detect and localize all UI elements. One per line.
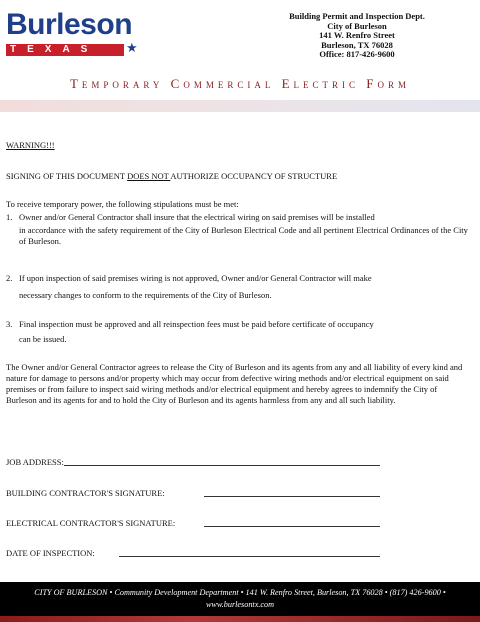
electrical-contractor-signature-label: ELECTRICAL CONTRACTOR'S SIGNATURE: — [6, 518, 176, 528]
page-footer — [0, 582, 480, 616]
notice-text-after: AUTHORIZE OCCUPANCY OF STRUCTURE — [170, 171, 338, 181]
burleson-logo — [6, 8, 156, 56]
logo-texas: TEXAS — [10, 44, 99, 55]
job-address-line[interactable] — [64, 465, 380, 466]
form-title: Temporary Commercial Electric Form — [69, 76, 411, 91]
item-text: Final inspection must be approved and all reinspection fees must be paid before certificate of occupancy — [19, 319, 374, 329]
stipulation-item — [6, 273, 472, 301]
footer-stripe — [0, 616, 480, 622]
footer-website: www.burlesontx.com — [205, 600, 275, 609]
dept-street: 141 W. Renfro Street — [319, 30, 395, 40]
item-number: 3. — [6, 319, 13, 329]
job-address-label: JOB ADDRESS: — [6, 457, 64, 467]
item-text: If upon inspection of said premises wiring is not approved, Owner and/or General Contractor will make — [19, 273, 372, 283]
item-continuation: can be issued. — [19, 334, 67, 344]
electrical-contractor-signature-line[interactable] — [204, 526, 380, 527]
building-contractor-signature-line[interactable] — [204, 496, 380, 497]
footer-address: CITY OF BURLESON • Community Development Department • 141 W. Renfro Street, Burleson, TX 76028 • (817) 426-9600 • — [34, 588, 446, 597]
star-icon: ★ — [126, 41, 138, 56]
item-number: 2. — [6, 273, 13, 283]
notice-emphasis: DOES NOT — [127, 171, 171, 181]
item-continuation: in accordance with the safety requirement of the City of Burleson Electrical Code and all pertinent Electrical Ordinances of the City of Burleson. — [19, 225, 468, 246]
dept-city: City of Burleson — [327, 20, 387, 31]
stipulation-item — [6, 212, 472, 247]
title-divider — [0, 100, 480, 112]
liability-release: The Owner and/or General Contractor agrees to release the City of Burleson and its agents from any and all liability of every kind and nature for damage to persons and/or property which may occur from defective wiring methods and/or electrical equipment on said premises or from failure to inspect said wiring methods and/or electrical equipment and hereby agrees to indemnify the City of Burleson and its agents for and to hold the City of Burleson and its agents harmless from any and all such liability. — [6, 362, 463, 405]
stipulations-intro: To receive temporary power, the following stipulations must be met: — [6, 199, 239, 209]
item-text: Owner and/or General Contractor shall insure that the electrical wiring on said premises will be installed — [19, 212, 375, 222]
dept-phone: Office: 817-426-9600 — [319, 49, 395, 59]
warning-heading: WARNING!!! — [6, 140, 55, 150]
stipulation-item — [6, 319, 472, 345]
occupancy-notice — [6, 171, 337, 181]
building-contractor-signature-label: BUILDING CONTRACTOR'S SIGNATURE: — [6, 488, 165, 498]
notice-text-before: SIGNING OF THIS DOCUMENT — [6, 171, 128, 181]
inspection-date-label: DATE OF INSPECTION: — [6, 548, 95, 558]
department-address — [262, 12, 452, 60]
dept-citystate: Burleson, TX 76028 — [321, 39, 393, 50]
item-continuation: necessary changes to conform to the requirements of the City of Burleson. — [19, 290, 272, 300]
logo-wordmark: Burleson — [6, 8, 133, 41]
item-number: 1. — [6, 212, 13, 222]
inspection-date-line[interactable] — [119, 556, 380, 557]
dept-name: Building Permit and Inspection Dept. — [289, 11, 425, 21]
